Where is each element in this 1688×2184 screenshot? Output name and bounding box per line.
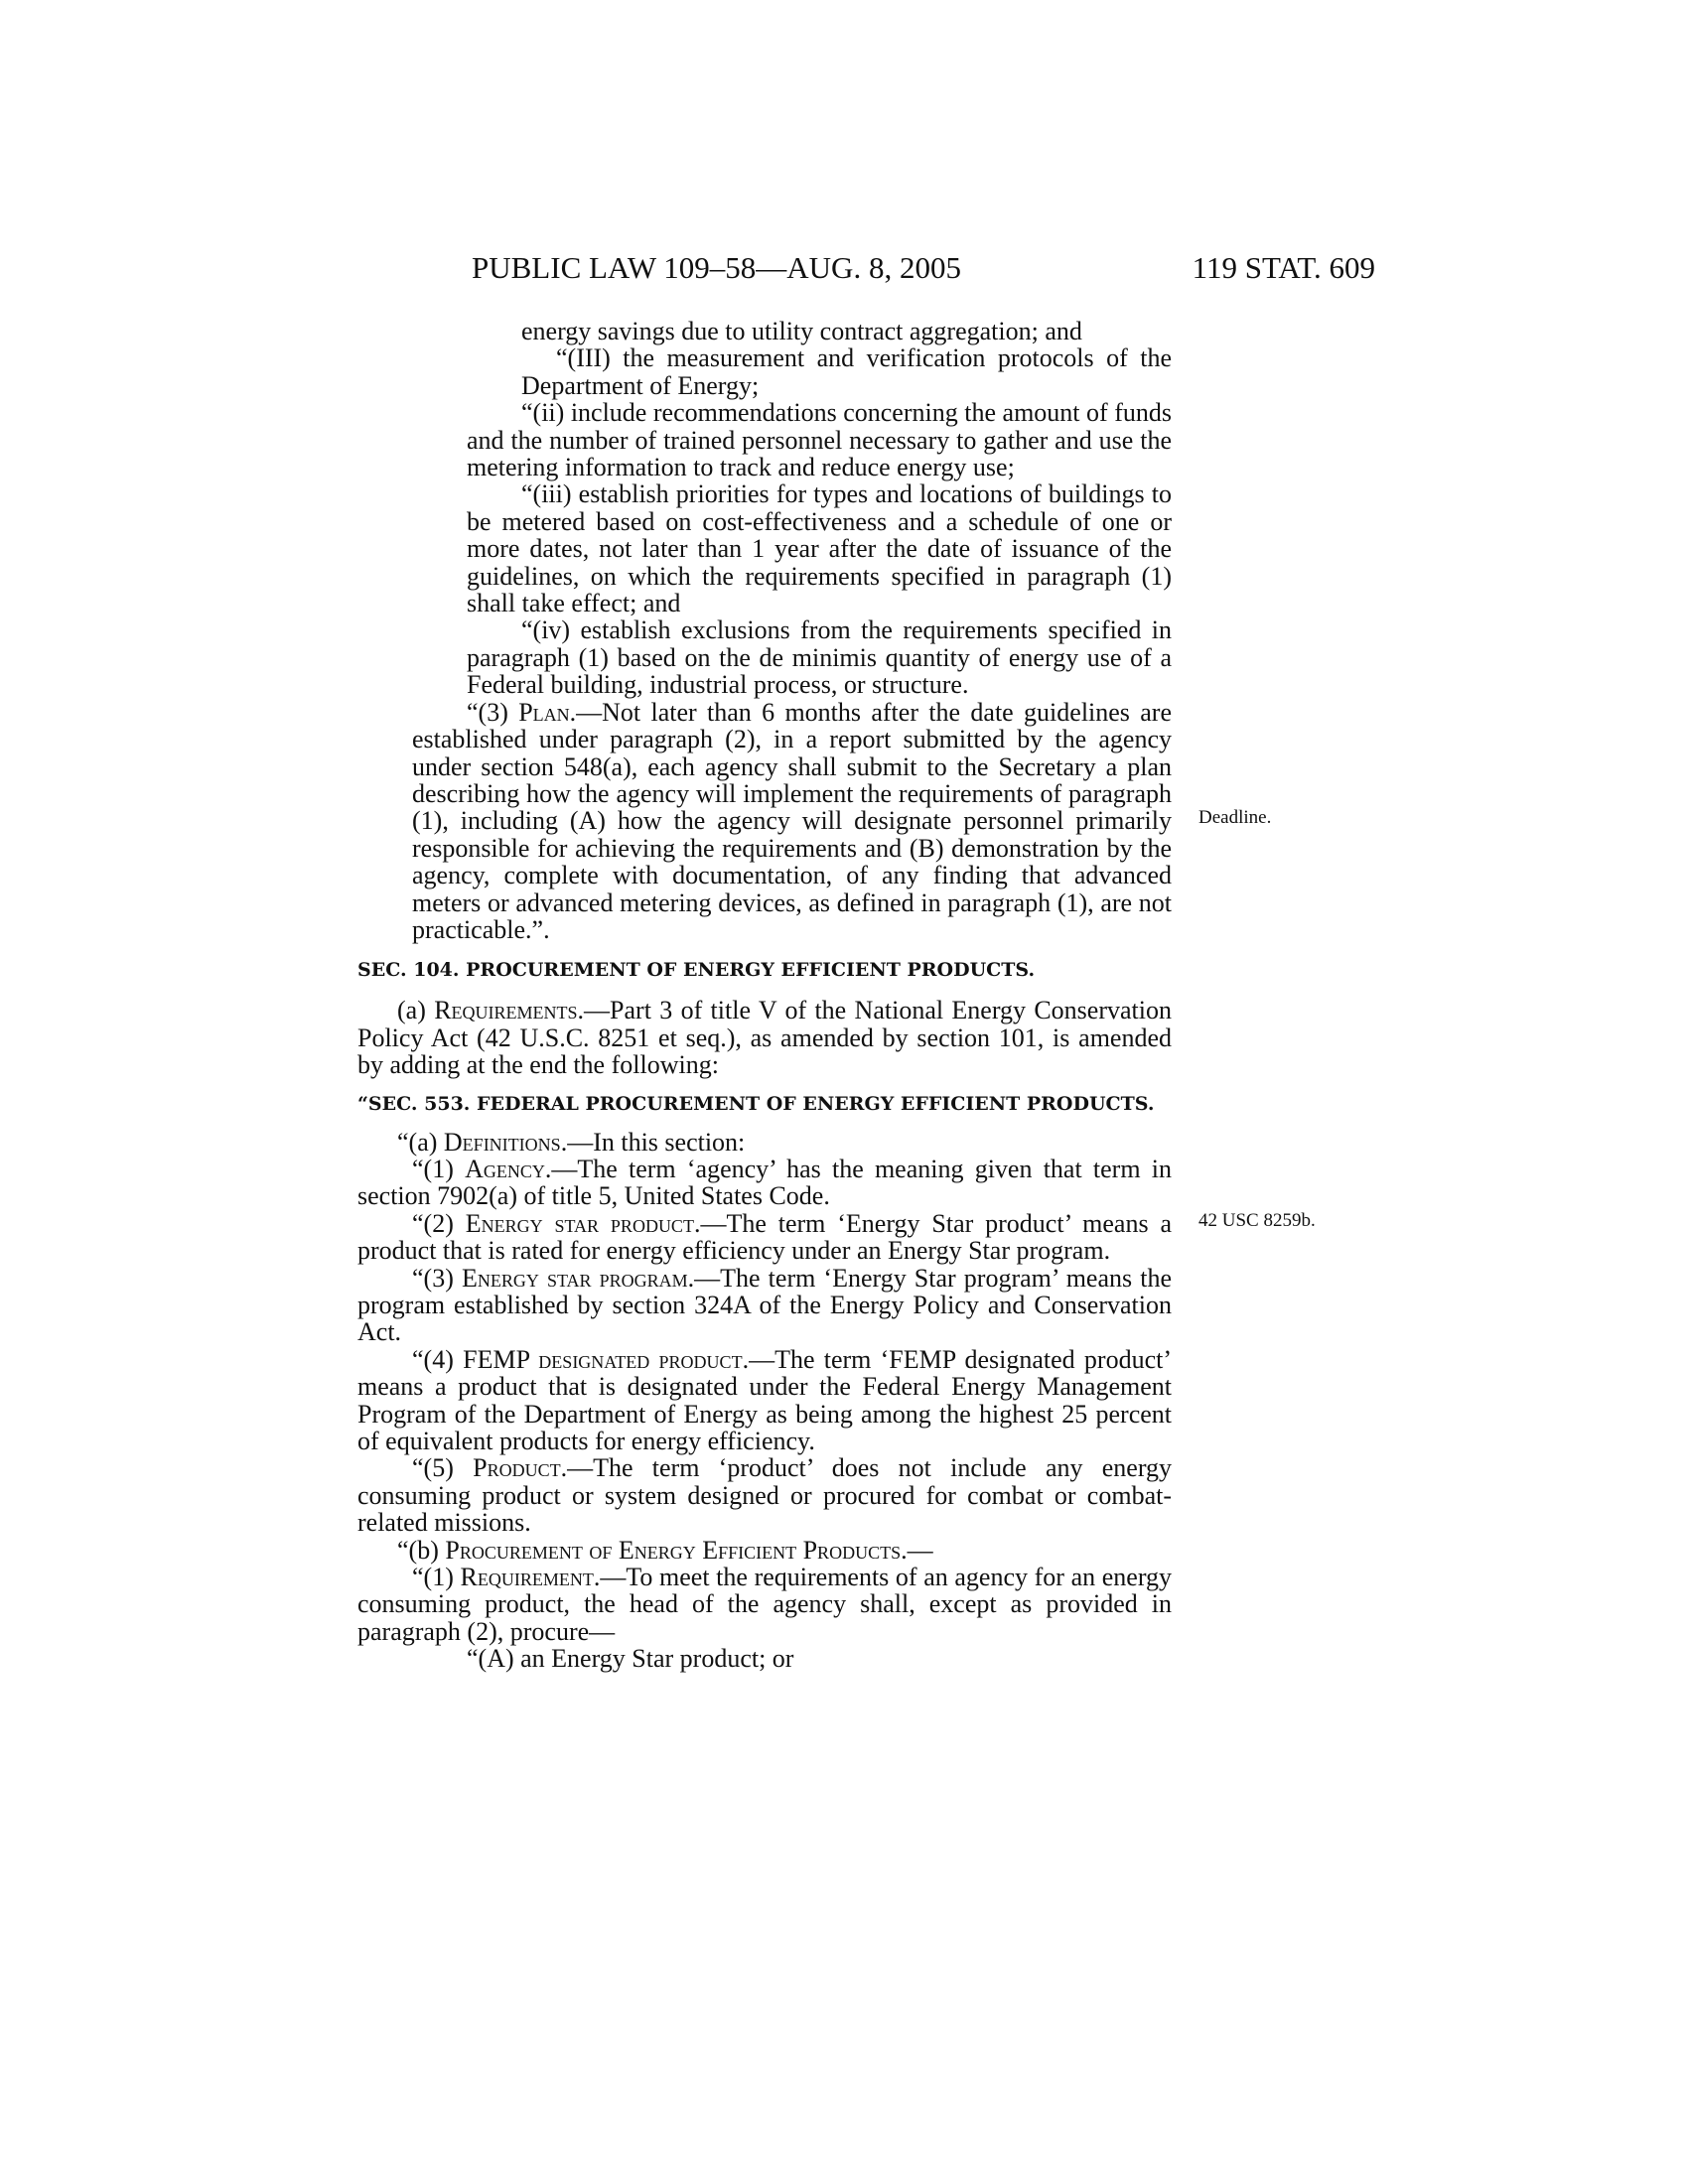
paragraph-text: .—Part 3 of title V of the National Energy Conservation Policy Act (42 U.S.C. 8251 et seq.), as amended by section 101, is amended by adding at the end the following: <box>357 996 1172 1080</box>
paragraph-text: .—The term ‘agency’ has the meaning given that term in section 7902(a) of title 5, United States Code. <box>357 1154 1172 1211</box>
paragraph-number: “(3) <box>412 1263 462 1293</box>
clause-ii: “(ii) include recommendations concerning the amount of funds and the number of trained personnel necessary to gather and use the metering information to track and reduce energy use; <box>467 398 1172 482</box>
paragraph-heading: Requirement <box>460 1563 594 1592</box>
margin-note-deadline: Deadline. <box>1198 807 1272 828</box>
paragraph-continuation: energy savings due to utility contract aggregation; and <box>521 317 1082 345</box>
paragraph-text: .—The term ‘FEMP designated product’ means a product that is designated under the Federal Energy Management Program of the Department of Energy as being among the highest 25 percent of equivalent products for energy efficiency. <box>357 1344 1172 1456</box>
subclause-III: “(III) the measurement and verification protocols of the Department of Energy; <box>521 343 1172 400</box>
paragraph-3-plan <box>357 699 1172 944</box>
document-body <box>357 318 1172 1673</box>
paragraph-heading: FEMP designated product <box>463 1344 743 1374</box>
paragraph-number: “(a) <box>397 1127 444 1157</box>
paragraph-heading: Procurement of Energy Efficient Products <box>445 1535 902 1565</box>
paragraph-text: .—The term ‘Energy Star program’ means the program established by section 324A of the Energy Policy and Conservation Act. <box>357 1263 1172 1347</box>
paragraph-number: “(5) <box>412 1453 474 1483</box>
section-553-heading: “SEC. 553. FEDERAL PROCUREMENT OF ENERGY EFFICIENT PRODUCTS. <box>357 1092 1155 1115</box>
definition-energy-star-product <box>357 1210 1172 1265</box>
clause-iv: “(iv) establish exclusions from the requirements specified in paragraph (1) based on the de minimis quantity of energy use of a Federal building, industrial process, or structure. <box>467 615 1172 700</box>
paragraph-heading: Plan <box>518 697 570 727</box>
margin-note-usc-citation: 42 USC 8259b. <box>1198 1210 1316 1231</box>
definition-agency <box>357 1156 1172 1210</box>
paragraph-heading: Product <box>473 1453 561 1483</box>
subsection-b-procurement <box>357 1537 1172 1564</box>
subparagraph-A: “(A) an Energy Star product; or <box>467 1644 794 1674</box>
paragraph-number: “(4) <box>412 1344 464 1374</box>
paragraph-text: .—Not later than 6 months after the date guidelines are established under paragraph (2), in a report submitted by the agency under section 548(a), each agency shall submit to the Secretary a plan describing how the agency will implement the requirements of paragraph (1), including (A) how the agency will designate personnel primarily responsible for achieving the requirements and (B) demonstration by the agency, complete with documentation, of any finding that advanced meters or advanced metering devices, as defined in paragraph (1), are not practicable.”. <box>412 697 1173 944</box>
clause-iii: “(iii) establish priorities for types and locations of buildings to be metered based on cost-effectiveness and a schedule of one or more dates, not later than 1 year after the date of issuance of the guidelines, on which the requirements specified in paragraph (1) shall take effect; and <box>467 479 1172 618</box>
section-104-heading: SEC. 104. PROCUREMENT OF ENERGY EFFICIENT PRODUCTS. <box>357 959 1036 982</box>
paragraph-text: .—The term ‘Energy Star product’ means a product that is rated for energy efficiency under an Energy Star program. <box>357 1208 1173 1266</box>
paragraph-text: .—To meet the requirements of an agency for an energy consuming product, the head of the agency shall, except as provided in paragraph (2), procure— <box>357 1563 1173 1646</box>
paragraph-number: “(1) <box>412 1563 461 1592</box>
running-header-title: PUBLIC LAW 109–58—AUG. 8, 2005 <box>472 250 961 285</box>
paragraph-heading: Definitions <box>443 1127 561 1157</box>
subsection-a-definitions <box>357 1129 1172 1156</box>
subsection-a-requirements <box>357 997 1172 1078</box>
paragraph-number: “(1) <box>412 1154 466 1183</box>
paragraph-text: .—In this section: <box>560 1127 746 1157</box>
paragraph-heading: Energy star product <box>465 1208 694 1238</box>
definition-femp-designated-product <box>357 1346 1172 1455</box>
paragraph-number: “(3) <box>467 697 519 727</box>
paragraph-number: (a) <box>397 996 435 1025</box>
definition-energy-star-program <box>357 1265 1172 1346</box>
paragraph-text: .—The term ‘product’ does not include any energy consuming product or system designed or procured for combat or combat-related missions. <box>357 1453 1173 1538</box>
paragraph-1-requirement <box>357 1564 1172 1645</box>
definition-product <box>357 1454 1172 1536</box>
page-number: 119 STAT. 609 <box>1192 250 1375 285</box>
paragraph-heading: Requirements <box>434 996 578 1025</box>
paragraph-number: “(2) <box>412 1208 466 1238</box>
paragraph-heading: Energy star program <box>461 1263 688 1293</box>
paragraph-heading: Agency <box>465 1154 545 1183</box>
paragraph-text: .— <box>901 1535 933 1565</box>
paragraph-number: “(b) <box>397 1535 446 1565</box>
